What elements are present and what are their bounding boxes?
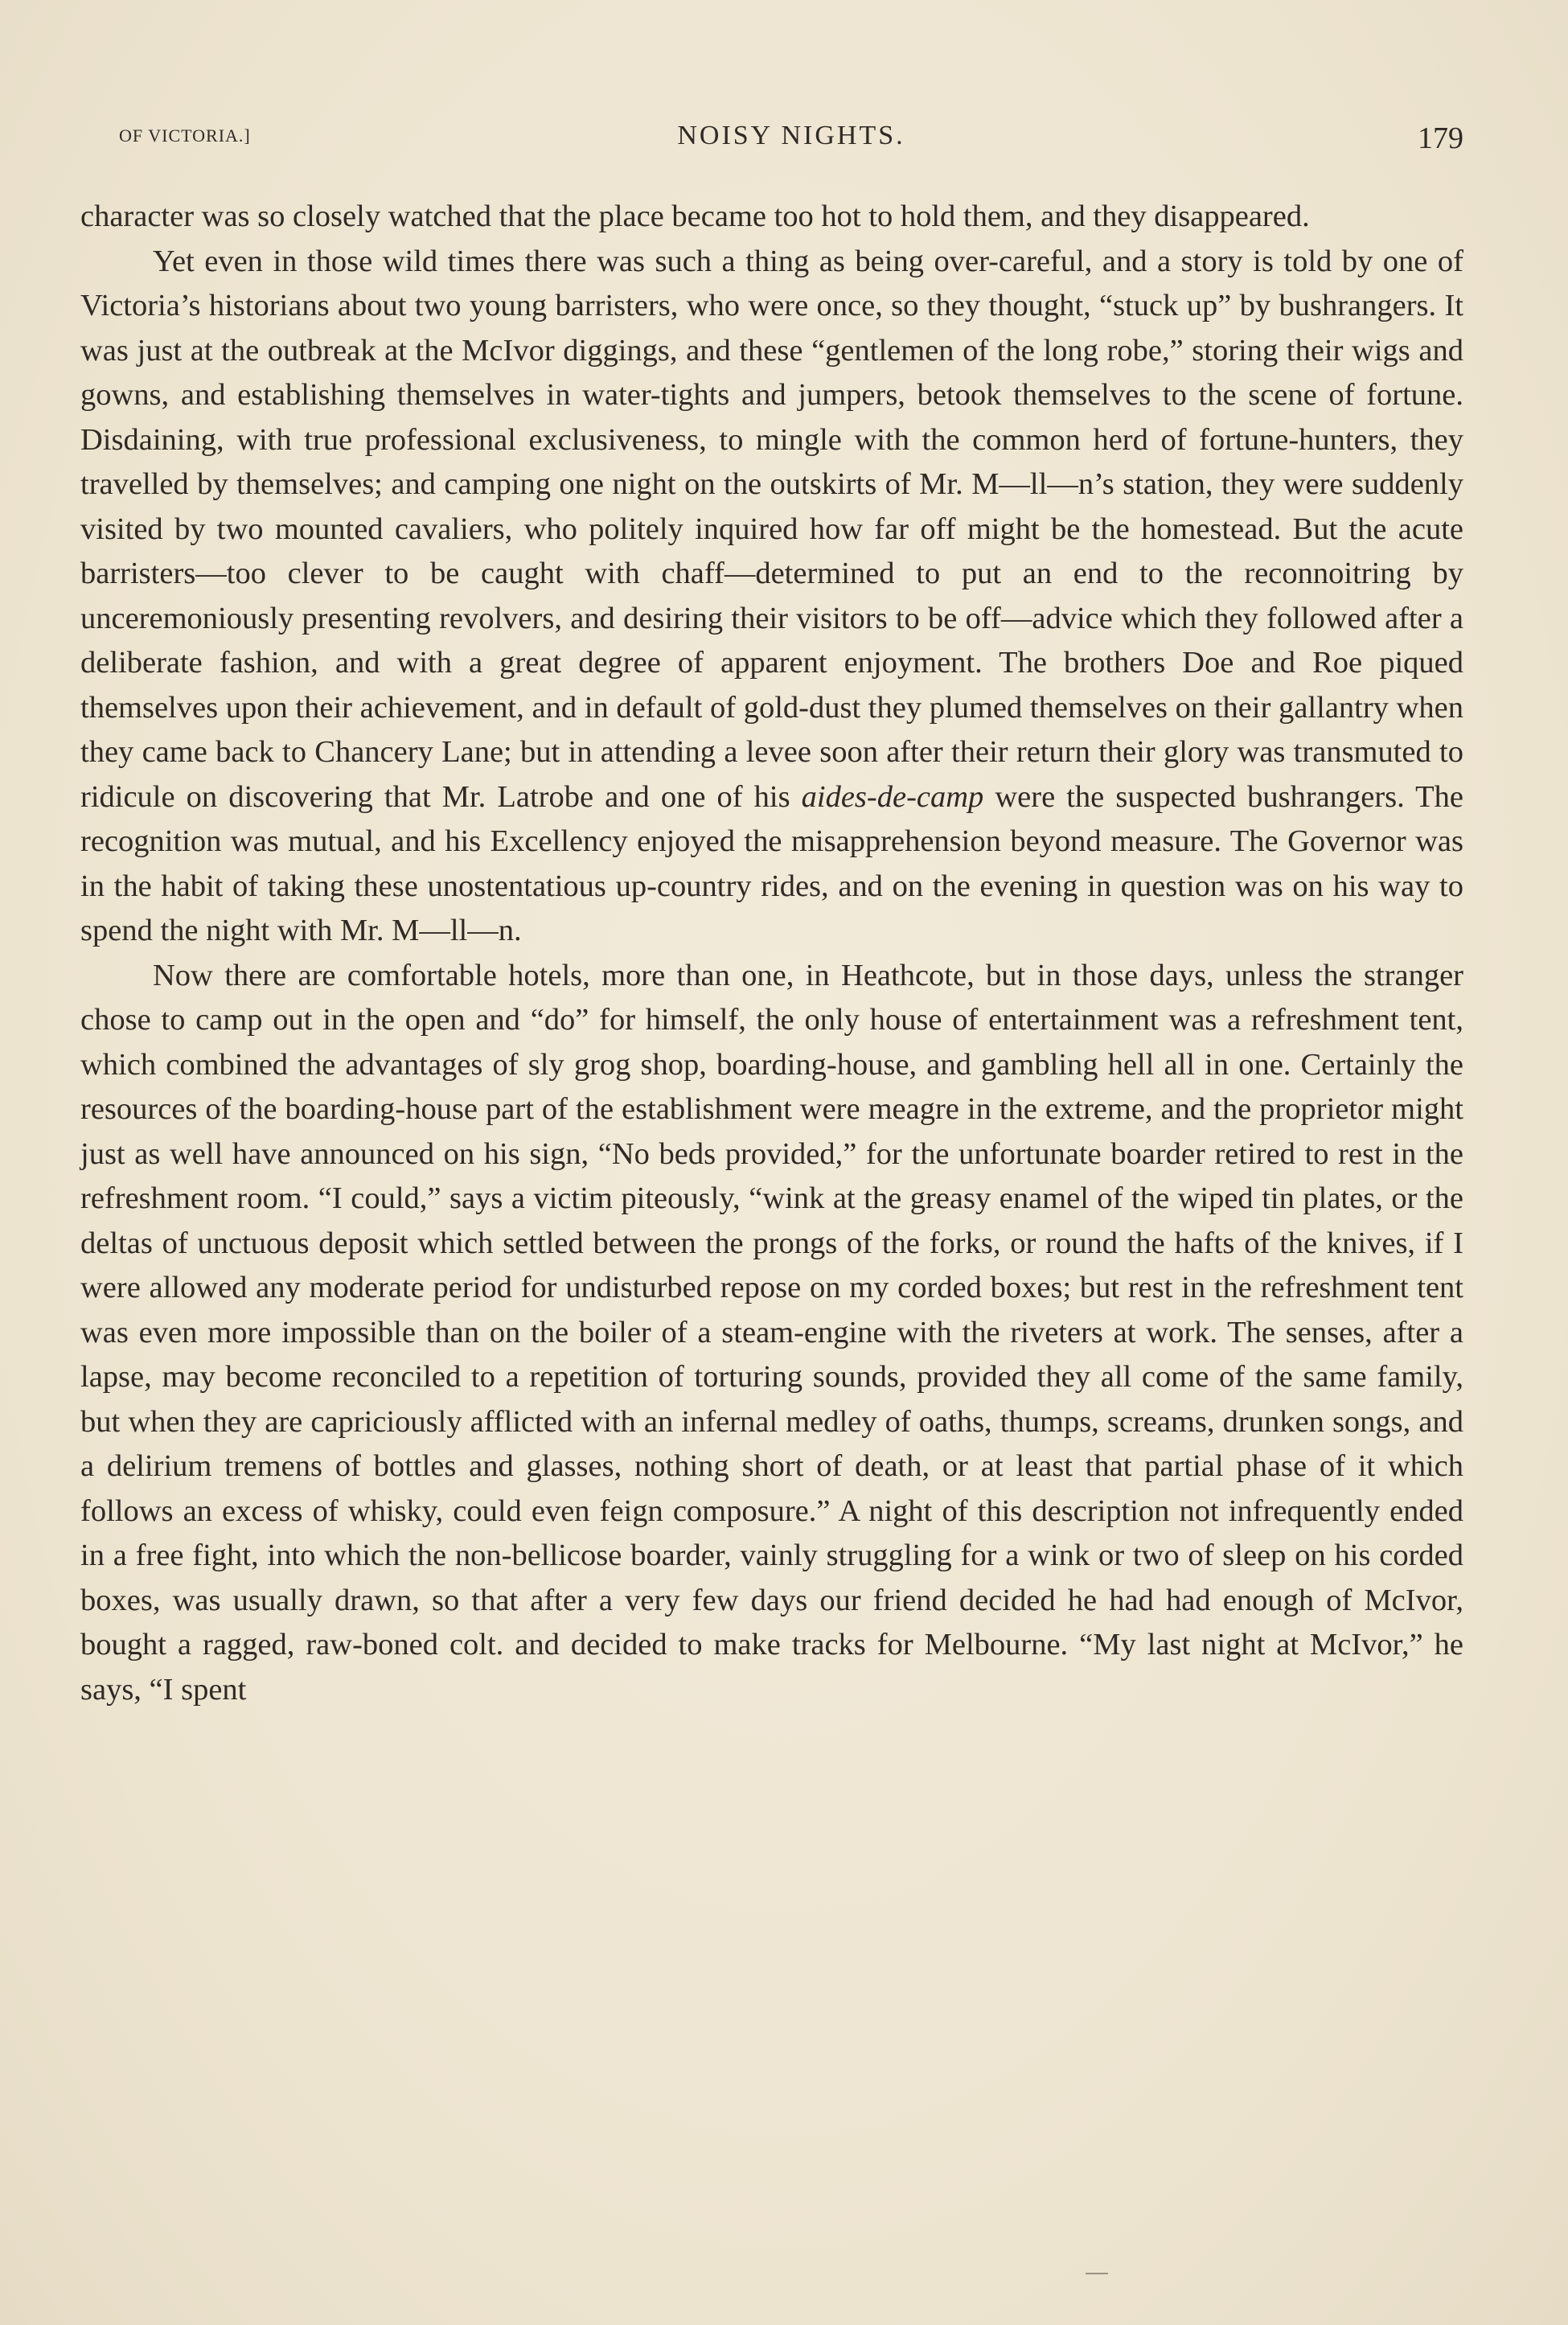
page-mark [1086,2273,1108,2274]
running-head-title: NOISY NIGHTS. [677,121,905,150]
paragraph-barristers-text-b: were the suspected bushrangers. The recognition was mutual, and his Excellency enjoyed the misapprehension beyond measure. The Governor was in the habit of taking these unostentatious up-country rides, and on the evening in question was on his way to spend the night with Mr. M—ll—n. [80,779,1463,947]
paragraph-barristers [80,240,1463,954]
running-head-section: OF VICTORIA.] [119,125,251,146]
paragraph-heathcote: Now there are comfortable hotels, more than one, in Heathcote, but in those days, unless the stranger chose to camp out in the open and “do” for himself, the only house of entertainment was a refreshment tent, which combined the advantages of sly grog shop, boarding-house, and gambling hell all in one. Certainly the resources of the boarding-house part of the establishment were meagre in the extreme, and the proprietor might just as well have announced on his sign, “No beds provided,” for the unfortunate boarder retired to rest in the refreshment room. “I could,” says a victim piteously, “wink at the greasy enamel of the wiped tin plates, or the deltas of unctuous deposit which settled between the prongs of the forks, or round the hafts of the knives, if I were allowed any moderate period for undisturbed repose on my corded boxes; but rest in the refreshment tent was even more impossible than on the boiler of a steam-engine with the riveters at work. The senses, after a lapse, may become reconciled to a repetition of torturing sounds, provided they all come of the same family, but when they are capriciously afflicted with an infernal medley of oaths, thumps, screams, drunken songs, and a delirium tremens of bottles and glasses, nothing short of death, or at least that partial phase of it which follows an excess of whisky, could even feign composure.” A night of this description not infrequently ended in a free fight, into which the non-bellicose boarder, vainly struggling for a wink or two of sleep on his corded boxes, was usually drawn, so that after a very few days our friend decided he had had enough of McIvor, bought a ragged, raw-boned colt. and decided to make tracks for Melbourne. “My last night at McIvor,” he says, “I spent [80,958,1463,1707]
page-number: 179 [1418,121,1463,155]
italic-aides-de-camp: aides-de-camp [801,779,984,814]
paragraph-continued: character was so closely watched that the place became too hot to hold them, and they disappeared. [80,199,1310,233]
paragraph-barristers-text-a: Yet even in those wild times there was such a thing as being over-careful, and a story is told by one of Victoria’s historians about two young barristers, who were once, so they thought, “stuck up” by bushrangers. It was just at the outbreak at the McIvor diggings, and these “gentlemen of the long robe,” storing their wigs and gowns, and establishing themselves in water-tights and jumpers, betook themselves to the scene of fortune. Disdaining, with true professional exclusiveness, to mingle with the common herd of fortune-hunters, they travelled by themselves; and camping one night on the outskirts of Mr. M—ll—n’s station, they were suddenly visited by two mounted cavaliers, who politely inquired how far off might be the homestead. But the acute barristers—too clever to be caught with chaff—determined to put an end to the reconnoitring by unceremoniously presenting revolvers, and desiring their visitors to be off—advice which they followed after a deliberate fashion, and with a great degree of apparent enjoyment. The brothers Doe and Roe piqued themselves upon their achievement, and in default of gold-dust they plumed themselves on their gallantry when they came back to Chancery Lane; but in attending a levee soon after their return their glory was transmuted to ridicule on discovering that Mr. Latrobe and one of his [80,244,1463,814]
body-text [80,195,1463,1712]
running-head [119,121,1463,162]
